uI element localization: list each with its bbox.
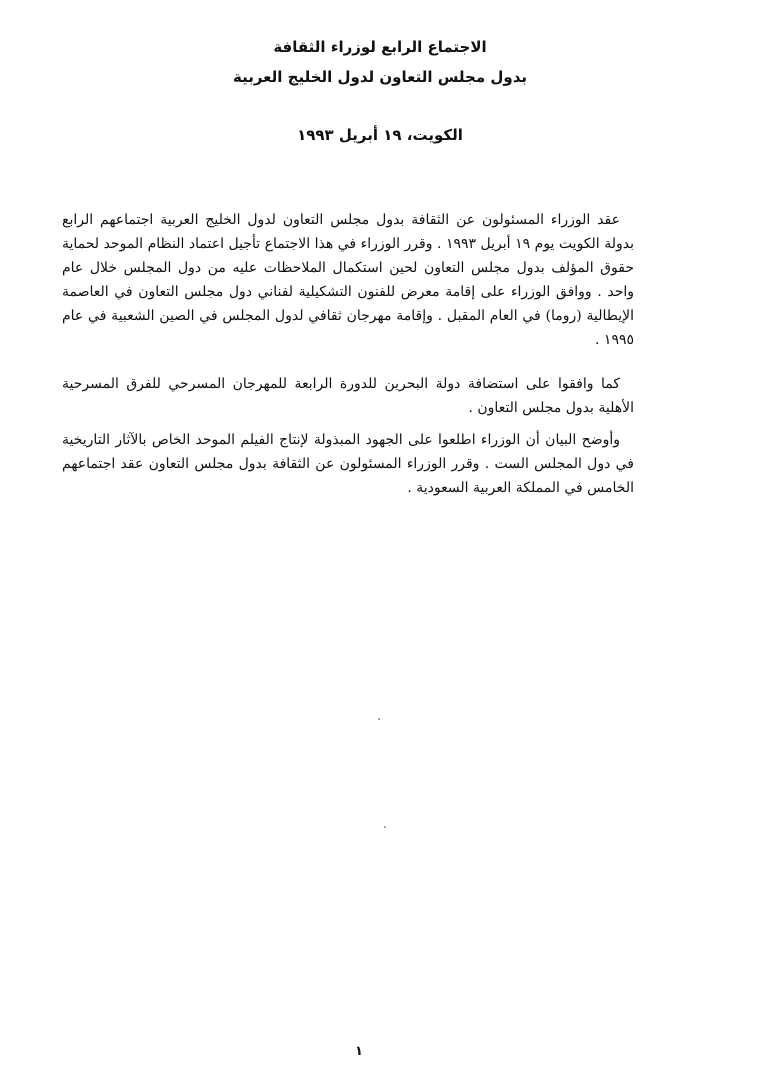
scan-speck (384, 826, 386, 828)
body-paragraph-3 (62, 428, 634, 500)
document-title-line-2: بدول مجلس التعاون لدول الخليج العربية (233, 68, 527, 86)
paragraph-text: وأوضح البيان أن الوزراء اطلعوا على الجهود المبذولة لإنتاج الفيلم الموحد الخاص بالآثار التاريخية في دول المجلس الست . وقرر الوزراء المسئولون عن الثقافة بدول مجلس التعاون عقد اجتماعهم الخامس في المملكة العربية السعودية . (62, 432, 634, 496)
paragraph-text: كما وافقوا على استضافة دولة البحرين للدورة الرابعة للمهرجان المسرحي للفرق المسرحية الأهلية بدول مجلس التعاون . (62, 376, 634, 416)
page-number: ١ (355, 1044, 363, 1059)
body-paragraph-2 (62, 372, 634, 420)
body-paragraph-1 (62, 208, 634, 352)
scan-speck (378, 718, 380, 720)
document-place-date: الكويت، ١٩ أبريل ١٩٩٣ (297, 126, 463, 144)
paragraph-text: عقد الوزراء المسئولون عن الثقافة بدول مجلس التعاون لدول الخليج العربية اجتماعهم الرابع بدولة الكويت يوم ١٩ أبريل ١٩٩٣ . وقرر الوزراء في هذا الاجتماع تأجيل اعتماد النظام الموحد لحماية حقوق المؤلف بدول مجلس التعاون لحين استكمال الملاحظات عليه من دول المجلس خلال عام واحد . ووافق الوزراء على إقامة معرض للفنون التشكيلية لفناني دول مجلس التعاون في العاصمة الإيطالية (روما) في العام المقبل . وإقامة مهرجان ثقافي لدول المجلس في الصين الشعبية في عام ١٩٩٥ . (62, 212, 634, 348)
document-title-line-1: الاجتماع الرابع لوزراء الثقافة (273, 38, 487, 56)
